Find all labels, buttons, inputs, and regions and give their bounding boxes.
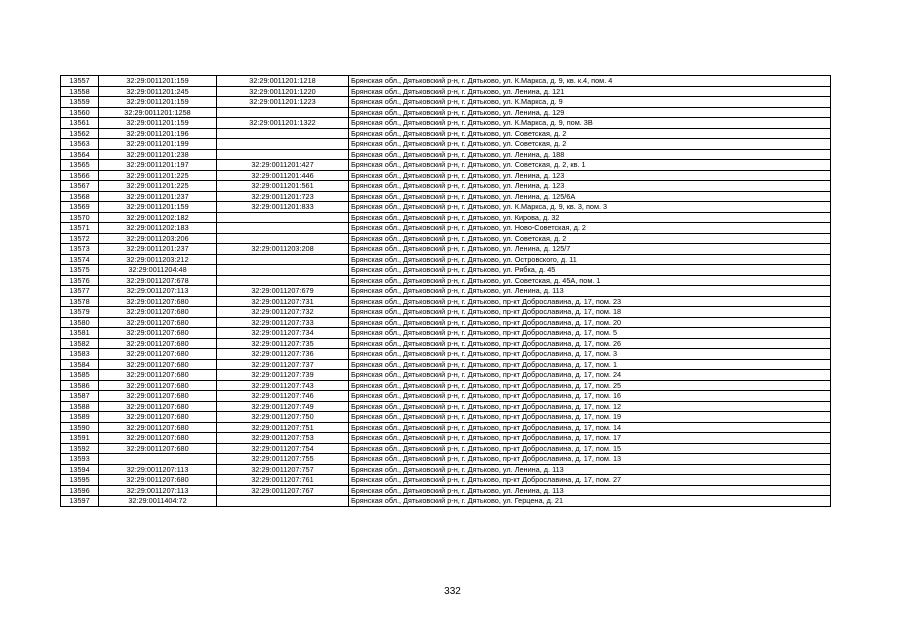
parent-cadastral-number-cell: 32:29:0011201:1218 bbox=[217, 76, 349, 87]
row-number-cell: 13567 bbox=[61, 181, 99, 192]
address-cell: Брянская обл., Дятьковский р-н, г. Дятьково, пр-кт Доброславина, д. 17, пом. 25 bbox=[349, 380, 831, 391]
table-row bbox=[61, 191, 831, 202]
cadastral-number-cell: 32:29:0011203:206 bbox=[99, 233, 217, 244]
parent-cadastral-number-cell bbox=[217, 128, 349, 139]
table-row bbox=[61, 181, 831, 192]
table-row bbox=[61, 391, 831, 402]
address-cell: Брянская обл., Дятьковский р-н, г. Дятьково, ул. К.Маркса, д. 9, пом. 3В bbox=[349, 118, 831, 129]
parent-cadastral-number-cell: 32:29:0011201:446 bbox=[217, 170, 349, 181]
table-row bbox=[61, 370, 831, 381]
table-row bbox=[61, 317, 831, 328]
cadastral-number-cell: 32:29:0011207:678 bbox=[99, 275, 217, 286]
table-row bbox=[61, 359, 831, 370]
parent-cadastral-number-cell: 32:29:0011207:737 bbox=[217, 359, 349, 370]
parent-cadastral-number-cell bbox=[217, 496, 349, 507]
row-number-cell: 13570 bbox=[61, 212, 99, 223]
parent-cadastral-number-cell: 32:29:0011201:1223 bbox=[217, 97, 349, 108]
table-row bbox=[61, 202, 831, 213]
parent-cadastral-number-cell: 32:29:0011207:757 bbox=[217, 464, 349, 475]
table-row bbox=[61, 149, 831, 160]
row-number-cell: 13562 bbox=[61, 128, 99, 139]
row-number-cell: 13577 bbox=[61, 286, 99, 297]
parent-cadastral-number-cell: 32:29:0011207:732 bbox=[217, 307, 349, 318]
table-row bbox=[61, 160, 831, 171]
row-number-cell: 13563 bbox=[61, 139, 99, 150]
cadastral-number-cell: 32:29:0011201:238 bbox=[99, 149, 217, 160]
address-cell: Брянская обл., Дятьковский р-н, г. Дятьково, ул. Рябка, д. 45 bbox=[349, 265, 831, 276]
table-row bbox=[61, 139, 831, 150]
parent-cadastral-number-cell: 32:29:0011207:734 bbox=[217, 328, 349, 339]
cadastral-number-cell: 32:29:0011201:159 bbox=[99, 76, 217, 87]
address-cell: Брянская обл., Дятьковский р-н, г. Дятьково, ул. Ленина, д. 121 bbox=[349, 86, 831, 97]
cadastral-number-cell: 32:29:0011207:113 bbox=[99, 485, 217, 496]
row-number-cell: 13578 bbox=[61, 296, 99, 307]
cadastral-number-cell: 32:29:0011207:680 bbox=[99, 443, 217, 454]
table-row bbox=[61, 454, 831, 465]
address-cell: Брянская обл., Дятьковский р-н, г. Дятьково, пр-кт Доброславина, д. 17, пом. 23 bbox=[349, 296, 831, 307]
table-row bbox=[61, 349, 831, 360]
registry-table bbox=[60, 75, 831, 507]
parent-cadastral-number-cell: 32:29:0011207:735 bbox=[217, 338, 349, 349]
address-cell: Брянская обл., Дятьковский р-н, г. Дятьково, ул. Советская, д. 2 bbox=[349, 128, 831, 139]
cadastral-number-cell: 32:29:0011207:680 bbox=[99, 401, 217, 412]
row-number-cell: 13587 bbox=[61, 391, 99, 402]
cadastral-number-cell: 32:29:0011207:680 bbox=[99, 412, 217, 423]
parent-cadastral-number-cell bbox=[217, 212, 349, 223]
row-number-cell: 13583 bbox=[61, 349, 99, 360]
cadastral-number-cell: 32:29:0011207:680 bbox=[99, 433, 217, 444]
address-cell: Брянская обл., Дятьковский р-н, г. Дятьково, ул. К.Маркса, д. 9 bbox=[349, 97, 831, 108]
parent-cadastral-number-cell: 32:29:0011207:750 bbox=[217, 412, 349, 423]
address-cell: Брянская обл., Дятьковский р-н, г. Дятьково, ул. Ново-Советская, д. 2 bbox=[349, 223, 831, 234]
cadastral-number-cell: 32:29:0011201:245 bbox=[99, 86, 217, 97]
cadastral-number-cell: 32:29:0011207:680 bbox=[99, 307, 217, 318]
table-row bbox=[61, 233, 831, 244]
address-cell: Брянская обл., Дятьковский р-н, г. Дятьково, пр-кт Доброславина, д. 17, пом. 19 bbox=[349, 412, 831, 423]
address-cell: Брянская обл., Дятьковский р-н, г. Дятьково, ул. Ленина, д. 125/7 bbox=[349, 244, 831, 255]
table-row bbox=[61, 443, 831, 454]
parent-cadastral-number-cell: 32:29:0011207:751 bbox=[217, 422, 349, 433]
address-cell: Брянская обл., Дятьковский р-н, г. Дятьково, ул. Советская, д. 2, кв. 1 bbox=[349, 160, 831, 171]
table-row bbox=[61, 97, 831, 108]
parent-cadastral-number-cell bbox=[217, 275, 349, 286]
table-row bbox=[61, 76, 831, 87]
cadastral-number-cell: 32:29:0011201:237 bbox=[99, 244, 217, 255]
parent-cadastral-number-cell bbox=[217, 149, 349, 160]
cadastral-number-cell: 32:29:0011201:225 bbox=[99, 170, 217, 181]
cadastral-number-cell: 32:29:0011404:72 bbox=[99, 496, 217, 507]
parent-cadastral-number-cell bbox=[217, 107, 349, 118]
address-cell: Брянская обл., Дятьковский р-н, г. Дятьково, пр-кт Доброславина, д. 17, пом. 18 bbox=[349, 307, 831, 318]
row-number-cell: 13581 bbox=[61, 328, 99, 339]
parent-cadastral-number-cell: 32:29:0011207:767 bbox=[217, 485, 349, 496]
row-number-cell: 13597 bbox=[61, 496, 99, 507]
address-cell: Брянская обл., Дятьковский р-н, г. Дятьково, пр-кт Доброславина, д. 17, пом. 27 bbox=[349, 475, 831, 486]
parent-cadastral-number-cell bbox=[217, 265, 349, 276]
row-number-cell: 13582 bbox=[61, 338, 99, 349]
cadastral-number-cell: 32:29:0011203:212 bbox=[99, 254, 217, 265]
row-number-cell: 13584 bbox=[61, 359, 99, 370]
cadastral-number-cell: 32:29:0011207:680 bbox=[99, 370, 217, 381]
table-row bbox=[61, 475, 831, 486]
address-cell: Брянская обл., Дятьковский р-н, г. Дятьково, пр-кт Доброславина, д. 17, пом. 15 bbox=[349, 443, 831, 454]
address-cell: Брянская обл., Дятьковский р-н, г. Дятьково, ул. К.Маркса, д. 9, кв. 3, пом. 3 bbox=[349, 202, 831, 213]
cadastral-number-cell: 32:29:0011201:199 bbox=[99, 139, 217, 150]
table-row bbox=[61, 170, 831, 181]
address-cell: Брянская обл., Дятьковский р-н, г. Дятьково, ул. Ленина, д. 113 bbox=[349, 464, 831, 475]
row-number-cell: 13591 bbox=[61, 433, 99, 444]
row-number-cell: 13574 bbox=[61, 254, 99, 265]
parent-cadastral-number-cell bbox=[217, 254, 349, 265]
table-row bbox=[61, 464, 831, 475]
address-cell: Брянская обл., Дятьковский р-н, г. Дятьково, пр-кт Доброславина, д. 17, пом. 3 bbox=[349, 349, 831, 360]
row-number-cell: 13566 bbox=[61, 170, 99, 181]
cadastral-number-cell: 32:29:0011204:48 bbox=[99, 265, 217, 276]
parent-cadastral-number-cell bbox=[217, 233, 349, 244]
address-cell: Брянская обл., Дятьковский р-н, г. Дятьково, ул. Ленина, д. 113 bbox=[349, 485, 831, 496]
cadastral-number-cell: 32:29:0011207:680 bbox=[99, 328, 217, 339]
parent-cadastral-number-cell: 32:29:0011207:749 bbox=[217, 401, 349, 412]
row-number-cell: 13558 bbox=[61, 86, 99, 97]
row-number-cell: 13594 bbox=[61, 464, 99, 475]
address-cell: Брянская обл., Дятьковский р-н, г. Дятьково, ул. Островского, д. 11 bbox=[349, 254, 831, 265]
cadastral-number-cell: 32:29:0011202:182 bbox=[99, 212, 217, 223]
table-row bbox=[61, 412, 831, 423]
address-cell: Брянская обл., Дятьковский р-н, г. Дятьково, пр-кт Доброславина, д. 17, пом. 5 bbox=[349, 328, 831, 339]
row-number-cell: 13575 bbox=[61, 265, 99, 276]
table-row bbox=[61, 328, 831, 339]
table-row bbox=[61, 380, 831, 391]
parent-cadastral-number-cell: 32:29:0011201:561 bbox=[217, 181, 349, 192]
address-cell: Брянская обл., Дятьковский р-н, г. Дятьково, ул. Ленина, д. 123 bbox=[349, 170, 831, 181]
address-cell: Брянская обл., Дятьковский р-н, г. Дятьково, пр-кт Доброславина, д. 17, пом. 16 bbox=[349, 391, 831, 402]
cadastral-number-cell: 32:29:0011207:680 bbox=[99, 338, 217, 349]
registry-table-body bbox=[61, 76, 831, 507]
address-cell: Брянская обл., Дятьковский р-н, г. Дятьково, ул. Советская, д. 2 bbox=[349, 139, 831, 150]
table-row bbox=[61, 244, 831, 255]
parent-cadastral-number-cell: 32:29:0011207:743 bbox=[217, 380, 349, 391]
cadastral-number-cell: 32:29:0011207:113 bbox=[99, 286, 217, 297]
row-number-cell: 13592 bbox=[61, 443, 99, 454]
cadastral-number-cell: 32:29:0011201:197 bbox=[99, 160, 217, 171]
row-number-cell: 13593 bbox=[61, 454, 99, 465]
row-number-cell: 13568 bbox=[61, 191, 99, 202]
address-cell: Брянская обл., Дятьковский р-н, г. Дятьково, пр-кт Доброславина, д. 17, пом. 17 bbox=[349, 433, 831, 444]
cadastral-number-cell: 32:29:0011201:159 bbox=[99, 202, 217, 213]
address-cell: Брянская обл., Дятьковский р-н, г. Дятьково, пр-кт Доброславина, д. 17, пом. 12 bbox=[349, 401, 831, 412]
table-row bbox=[61, 254, 831, 265]
parent-cadastral-number-cell: 32:29:0011207:731 bbox=[217, 296, 349, 307]
row-number-cell: 13589 bbox=[61, 412, 99, 423]
parent-cadastral-number-cell: 32:29:0011207:746 bbox=[217, 391, 349, 402]
row-number-cell: 13561 bbox=[61, 118, 99, 129]
table-row bbox=[61, 485, 831, 496]
page-number: 332 bbox=[444, 586, 461, 597]
table-row bbox=[61, 275, 831, 286]
parent-cadastral-number-cell: 32:29:0011207:733 bbox=[217, 317, 349, 328]
cadastral-number-cell: 32:29:0011202:183 bbox=[99, 223, 217, 234]
row-number-cell: 13579 bbox=[61, 307, 99, 318]
parent-cadastral-number-cell: 32:29:0011207:754 bbox=[217, 443, 349, 454]
address-cell: Брянская обл., Дятьковский р-н, г. Дятьково, пр-кт Доброславина, д. 17, пом. 1 bbox=[349, 359, 831, 370]
row-number-cell: 13559 bbox=[61, 97, 99, 108]
address-cell: Брянская обл., Дятьковский р-н, г. Дятьково, ул. К.Маркса, д. 9, кв. к.4, пом. 4 bbox=[349, 76, 831, 87]
parent-cadastral-number-cell: 32:29:0011203:208 bbox=[217, 244, 349, 255]
cadastral-number-cell: 32:29:0011201:237 bbox=[99, 191, 217, 202]
parent-cadastral-number-cell: 32:29:0011207:679 bbox=[217, 286, 349, 297]
row-number-cell: 13560 bbox=[61, 107, 99, 118]
address-cell: Брянская обл., Дятьковский р-н, г. Дятьково, ул. Ленина, д. 125/6А bbox=[349, 191, 831, 202]
cadastral-number-cell: 32:29:0011207:113 bbox=[99, 464, 217, 475]
parent-cadastral-number-cell: 32:29:0011201:1322 bbox=[217, 118, 349, 129]
row-number-cell: 13596 bbox=[61, 485, 99, 496]
parent-cadastral-number-cell: 32:29:0011207:755 bbox=[217, 454, 349, 465]
table-row bbox=[61, 296, 831, 307]
parent-cadastral-number-cell: 32:29:0011201:1220 bbox=[217, 86, 349, 97]
row-number-cell: 13571 bbox=[61, 223, 99, 234]
cadastral-number-cell: 32:29:0011201:159 bbox=[99, 118, 217, 129]
address-cell: Брянская обл., Дятьковский р-н, г. Дятьково, ул. Ленина, д. 129 bbox=[349, 107, 831, 118]
cadastral-number-cell: 32:29:0011207:680 bbox=[99, 359, 217, 370]
table-row bbox=[61, 401, 831, 412]
table-row bbox=[61, 118, 831, 129]
row-number-cell: 13585 bbox=[61, 370, 99, 381]
table-row bbox=[61, 338, 831, 349]
parent-cadastral-number-cell bbox=[217, 139, 349, 150]
cadastral-number-cell: 32:29:0011207:680 bbox=[99, 317, 217, 328]
cadastral-number-cell: 32:29:0011207:680 bbox=[99, 422, 217, 433]
address-cell: Брянская обл., Дятьковский р-н, г. Дятьково, пр-кт Доброславина, д. 17, пом. 20 bbox=[349, 317, 831, 328]
address-cell: Брянская обл., Дятьковский р-н, г. Дятьково, ул. Ленина, д. 188 bbox=[349, 149, 831, 160]
address-cell: Брянская обл., Дятьковский р-н, г. Дятьково, пр-кт Доброславина, д. 17, пом. 26 bbox=[349, 338, 831, 349]
table-row bbox=[61, 433, 831, 444]
cadastral-number-cell bbox=[99, 454, 217, 465]
cadastral-number-cell: 32:29:0011207:680 bbox=[99, 391, 217, 402]
address-cell: Брянская обл., Дятьковский р-н, г. Дятьково, ул. Советская, д. 45А, пом. 1 bbox=[349, 275, 831, 286]
cadastral-number-cell: 32:29:0011207:680 bbox=[99, 349, 217, 360]
cadastral-number-cell: 32:29:0011207:680 bbox=[99, 475, 217, 486]
parent-cadastral-number-cell: 32:29:0011201:723 bbox=[217, 191, 349, 202]
parent-cadastral-number-cell: 32:29:0011207:736 bbox=[217, 349, 349, 360]
table-row bbox=[61, 422, 831, 433]
address-cell: Брянская обл., Дятьковский р-н, г. Дятьково, ул. Кирова, д. 32 bbox=[349, 212, 831, 223]
row-number-cell: 13580 bbox=[61, 317, 99, 328]
row-number-cell: 13590 bbox=[61, 422, 99, 433]
row-number-cell: 13595 bbox=[61, 475, 99, 486]
row-number-cell: 13576 bbox=[61, 275, 99, 286]
cadastral-number-cell: 32:29:0011201:225 bbox=[99, 181, 217, 192]
row-number-cell: 13573 bbox=[61, 244, 99, 255]
table-row bbox=[61, 107, 831, 118]
address-cell: Брянская обл., Дятьковский р-н, г. Дятьково, пр-кт Доброславина, д. 17, пом. 14 bbox=[349, 422, 831, 433]
row-number-cell: 13557 bbox=[61, 76, 99, 87]
table-row bbox=[61, 286, 831, 297]
row-number-cell: 13569 bbox=[61, 202, 99, 213]
row-number-cell: 13565 bbox=[61, 160, 99, 171]
table-row bbox=[61, 128, 831, 139]
address-cell: Брянская обл., Дятьковский р-н, г. Дятьково, ул. Ленина, д. 113 bbox=[349, 286, 831, 297]
parent-cadastral-number-cell: 32:29:0011207:753 bbox=[217, 433, 349, 444]
cadastral-number-cell: 32:29:0011201:1258 bbox=[99, 107, 217, 118]
row-number-cell: 13564 bbox=[61, 149, 99, 160]
table-row bbox=[61, 86, 831, 97]
table-row bbox=[61, 496, 831, 507]
table-row bbox=[61, 212, 831, 223]
row-number-cell: 13588 bbox=[61, 401, 99, 412]
parent-cadastral-number-cell: 32:29:0011201:427 bbox=[217, 160, 349, 171]
address-cell: Брянская обл., Дятьковский р-н, г. Дятьково, пр-кт Доброславина, д. 17, пом. 13 bbox=[349, 454, 831, 465]
cadastral-number-cell: 32:29:0011207:680 bbox=[99, 380, 217, 391]
address-cell: Брянская обл., Дятьковский р-н, г. Дятьково, пр-кт Доброславина, д. 17, пом. 24 bbox=[349, 370, 831, 381]
cadastral-number-cell: 32:29:0011201:196 bbox=[99, 128, 217, 139]
row-number-cell: 13586 bbox=[61, 380, 99, 391]
address-cell: Брянская обл., Дятьковский р-н, г. Дятьково, ул. Герцена, д. 21 bbox=[349, 496, 831, 507]
table-row bbox=[61, 265, 831, 276]
cadastral-number-cell: 32:29:0011201:159 bbox=[99, 97, 217, 108]
parent-cadastral-number-cell: 32:29:0011207:739 bbox=[217, 370, 349, 381]
row-number-cell: 13572 bbox=[61, 233, 99, 244]
address-cell: Брянская обл., Дятьковский р-н, г. Дятьково, ул. Ленина, д. 123 bbox=[349, 181, 831, 192]
parent-cadastral-number-cell: 32:29:0011207:761 bbox=[217, 475, 349, 486]
parent-cadastral-number-cell: 32:29:0011201:833 bbox=[217, 202, 349, 213]
parent-cadastral-number-cell bbox=[217, 223, 349, 234]
table-row bbox=[61, 307, 831, 318]
table-row bbox=[61, 223, 831, 234]
address-cell: Брянская обл., Дятьковский р-н, г. Дятьково, ул. Советская, д. 2 bbox=[349, 233, 831, 244]
cadastral-number-cell: 32:29:0011207:680 bbox=[99, 296, 217, 307]
